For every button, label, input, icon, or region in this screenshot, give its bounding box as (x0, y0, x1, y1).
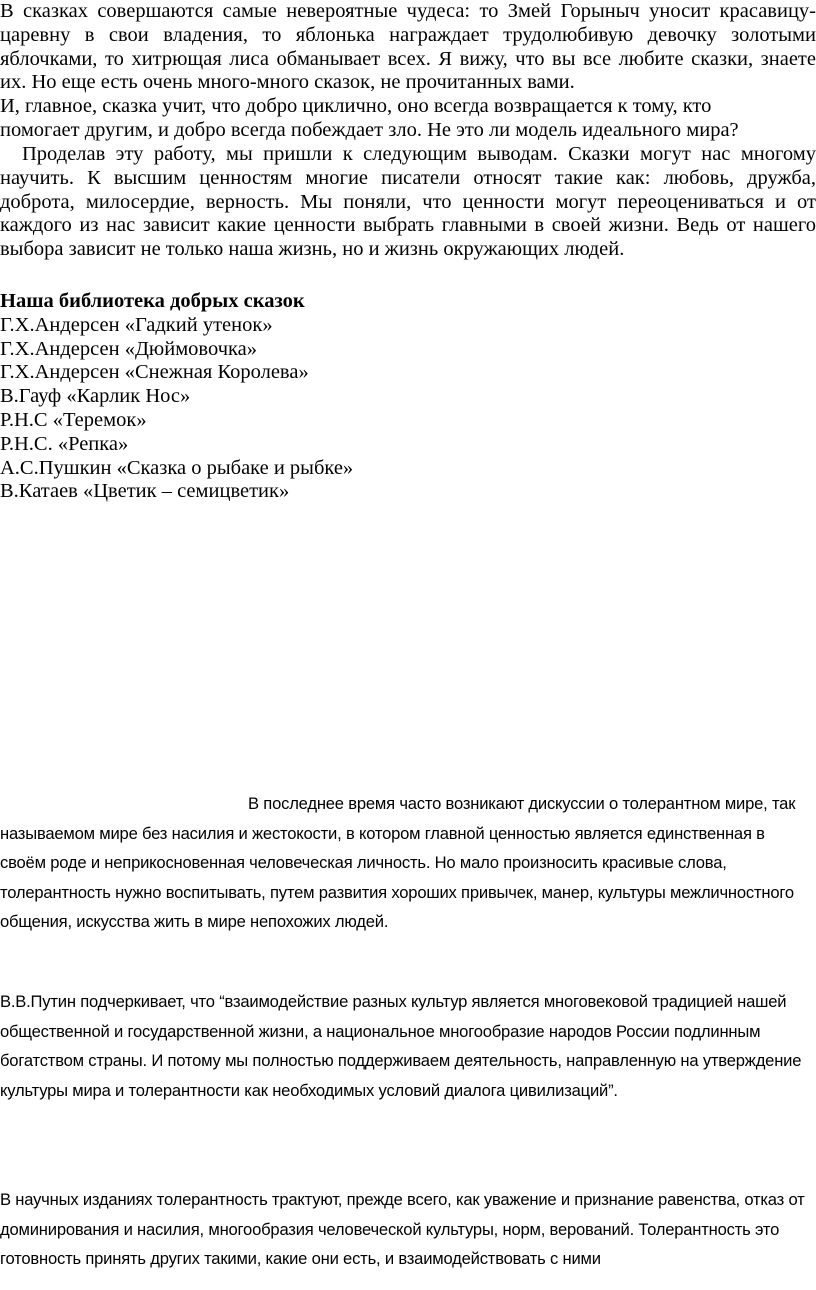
paragraph-fairy-tale-miracles: В сказках совершаются самые невероятные чудеса: то Змей Горыныч уносит красавицу-царевну в свои владения, то яблонька награждает трудолюбивую девочку золотыми яблочками, то хитрющая лиса обманывает всех. Я вижу, что вы все любите сказки, знаете их. Но еще есть очень много-много сказок, не прочитанных вами. (0, 0, 816, 94)
paragraph-tolerance-definition: В научных изданиях толерантность трактуют, прежде всего, как уважение и признание равенства, отказ от доминирования и насилия, многообразия человеческой культуры, норм, верований. Толерантность это готовность принять других такими, какие они есть, и взаимодействовать с ними (0, 1190, 805, 1268)
paragraph-tolerant-world-text: В последнее время часто возникают дискуссии о толерантном мире, так называемом мире без насилия и жестокости, в котором главной ценностью является единственная в своём роде и неприкосновенная человеческая личность. Но мало произносить красивые слова, толерантность нужно воспитывать, путем развития хороших привычек, манер, культуры межличностного общения, искусства жить в мире непохожих людей. (0, 794, 796, 931)
paragraph-tolerant-world (0, 789, 810, 937)
library-item: Г.Х.Андерсен «Дюймовочка» (0, 337, 258, 360)
library-section (0, 290, 353, 504)
library-item: Р.Н.С. «Репка» (0, 432, 129, 455)
paragraph-good-is-cyclic: И, главное, сказка учит, что добро циклично, оно всегда возвращается к тому, кто помогает другим, и добро всегда побеждает зло. Не это ли модель идеального мира? (0, 95, 739, 141)
paragraph-putin-quote: В.В.Путин подчеркивает, что “взаимодействие разных культур является многовековой традицией нашей общественной и государственной жизни, а национальное многообразие народов России подлинным богатством страны. И потому мы полностью поддерживаем деятельность, направленную на утверждение культуры мира и толерантности как необходимых условий диалога цивилизаций”. (0, 992, 802, 1100)
library-item: Г.Х.Андерсен «Снежная Королева» (0, 361, 309, 384)
library-item: Р.Н.С «Теремок» (0, 408, 147, 431)
library-item: В.Гауф «Карлик Нос» (0, 385, 191, 408)
library-title: Наша библиотека добрых сказок (0, 290, 305, 312)
library-item: Г.Х.Андерсен «Гадкий утенок» (0, 313, 273, 336)
paragraph-conclusions: Проделав эту работу, мы пришли к следующим выводам. Сказки могут нас многому научить. К высшим ценностям многие писатели относят такие как: любовь, дружба, доброта, милосердие, верность. Мы поняли, что ценности могут переоцениваться и от каждого из нас зависит какие ценности выбрать главными в своей жизни. Ведь от нашего выбора зависит не только наша жизнь, но и жизнь окружающих людей. (0, 143, 816, 261)
library-item: В.Катаев «Цветик – семицветик» (0, 480, 290, 503)
library-item: А.С.Пушкин «Сказка о рыбаке и рыбке» (0, 456, 354, 479)
